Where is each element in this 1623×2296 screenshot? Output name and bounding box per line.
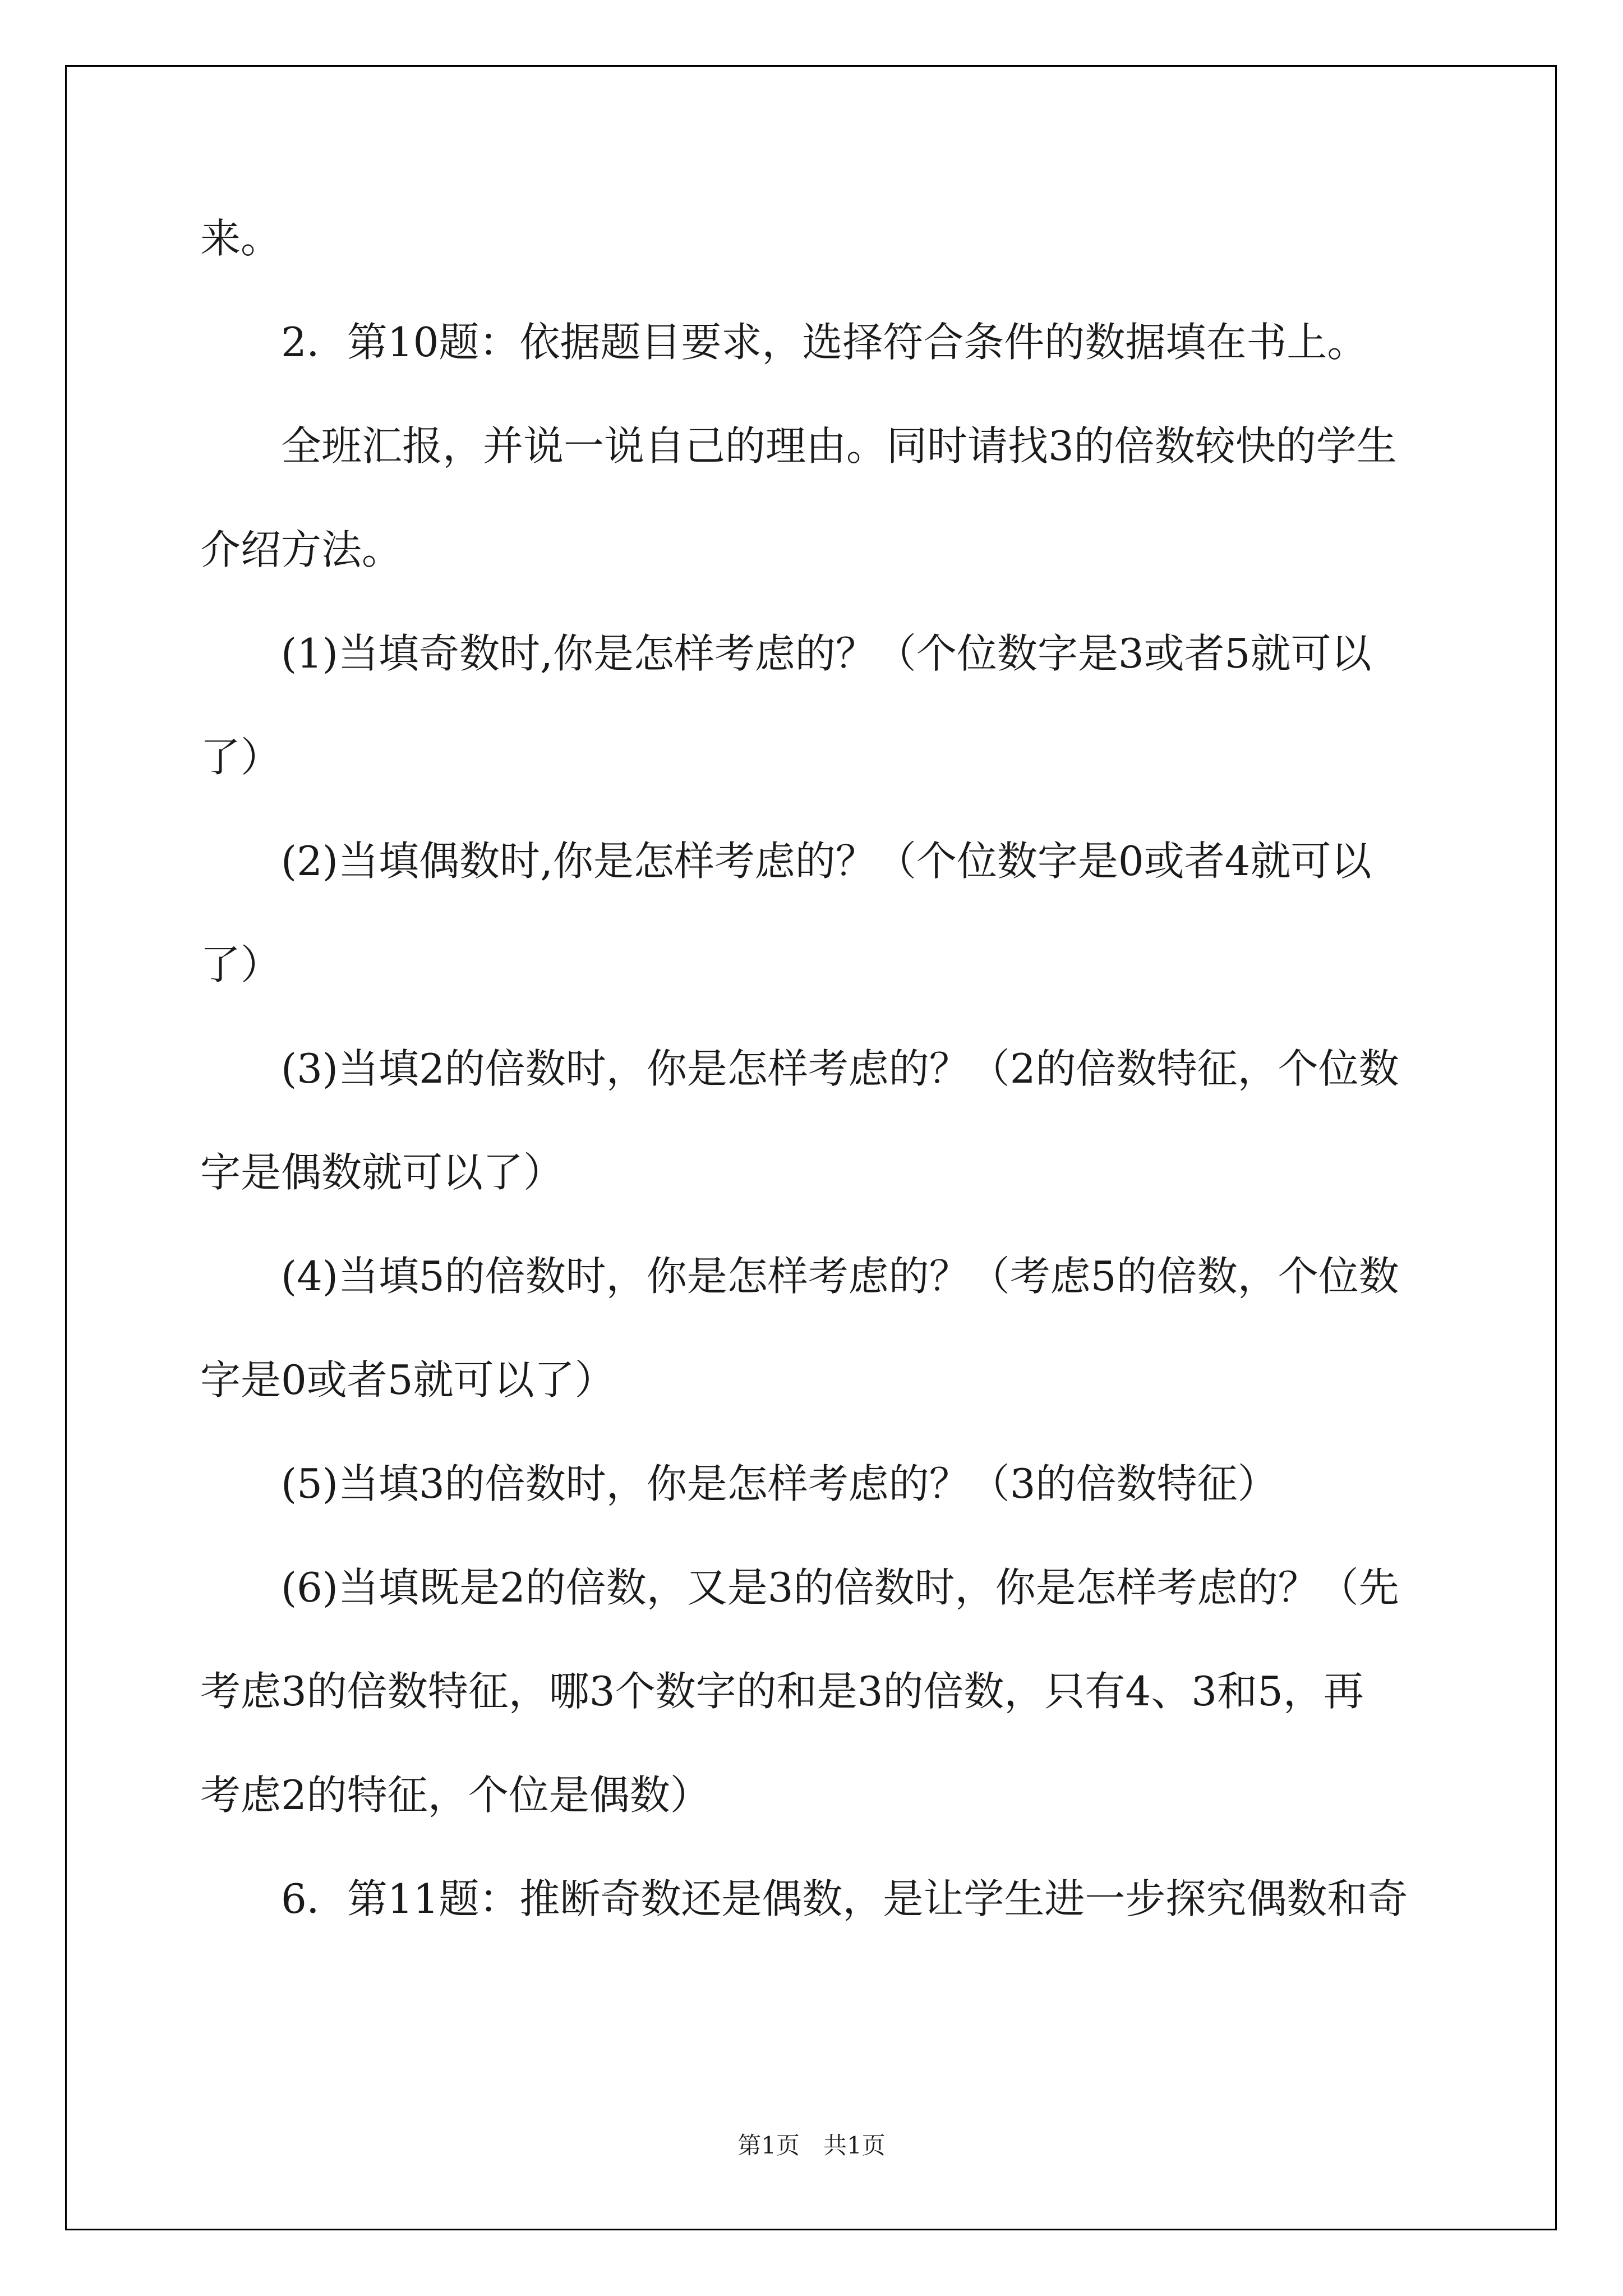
text-line: 考虑3的倍数特征，哪3个数字的和是3的倍数，只有4、3和5，再 [200, 1668, 1364, 1715]
text-line: (5)当填3的倍数时，你是怎样考虑的？（3的倍数特征） [281, 1460, 1278, 1507]
text-line: (1)当填奇数时,你是怎样考虑的？（个位数字是3或者5就可以 [281, 630, 1372, 677]
text-line: 2．第10题：依据题目要求，选择符合条件的数据填在书上。 [281, 319, 1368, 366]
text-line: 考虑2的特征，个位是偶数） [200, 1772, 711, 1819]
text-line: 了） [200, 734, 282, 781]
text-line: 全班汇报，并说一说自己的理由。同时请找3的倍数较快的学生 [281, 422, 1397, 470]
text-line: 字是偶数就可以了） [200, 1149, 564, 1196]
page-number-footer: 第1页 共1页 [737, 2132, 886, 2159]
text-line: (4)当填5的倍数时，你是怎样考虑的？（考虑5的倍数，个位数 [281, 1253, 1399, 1300]
text-line: 字是0或者5就可以了） [200, 1356, 615, 1404]
text-line: 介绍方法。 [200, 526, 403, 573]
text-line: (3)当填2的倍数时，你是怎样考虑的？（2的倍数特征，个位数 [281, 1045, 1399, 1092]
text-line: (6)当填既是2的倍数，又是3的倍数时，你是怎样考虑的？（先 [281, 1564, 1399, 1611]
text-line: (2)当填偶数时,你是怎样考虑的？（个位数字是0或者4就可以 [281, 838, 1372, 885]
text-line: 6．第11题：推断奇数还是偶数，是让学生进一步探究偶数和奇 [281, 1875, 1408, 1922]
text-line: 来。 [200, 215, 282, 262]
text-line: 了） [200, 941, 282, 988]
